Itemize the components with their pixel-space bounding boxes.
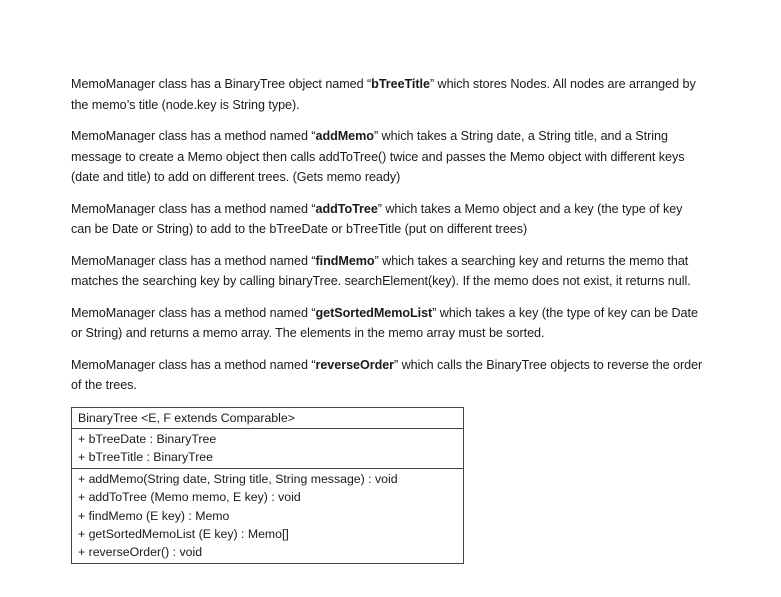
- document-body: [71, 74, 703, 564]
- paragraph-btreetitle: MemoManager class has a BinaryTree object named “bTreeTitle” which stores Nodes. All nodes are arranged by the memo’s title (node.key is String type).: [71, 77, 696, 112]
- paragraph-addtotree: MemoManager class has a method named “addToTree” which takes a Memo object and a key (the type of key can be Date or String) to add to the bTreeDate or bTreeTitle (put on different trees): [71, 201, 683, 236]
- uml-class-name: BinaryTree <E, F extends Comparable>: [78, 410, 295, 425]
- uml-method: + addToTree (Memo memo, E key) : void: [78, 490, 301, 505]
- uml-method: + reverseOrder() : void: [78, 545, 203, 560]
- bold-term: addMemo: [315, 129, 374, 143]
- bold-term: bTreeTitle: [371, 77, 430, 91]
- bold-term: findMemo: [315, 253, 375, 268]
- uml-method: + addMemo(String date, String title, String message) : void: [78, 471, 398, 486]
- bold-term: addToTree: [315, 201, 378, 216]
- bold-term: reverseOrder: [315, 357, 395, 372]
- bold-term: getSortedMemoList: [315, 305, 433, 320]
- uml-attribute: + bTreeTitle : BinaryTree: [78, 450, 213, 465]
- uml-method: + getSortedMemoList (E key) : Memo[]: [78, 526, 289, 541]
- paragraph-addmemo: MemoManager class has a method named “addMemo” which takes a String date, a String title, and a String message to create a Memo object then calls addToTree() twice and passes the Memo object with different keys (date and title) to add on different trees. (Gets memo ready): [71, 129, 685, 184]
- uml-attributes-section: [72, 429, 463, 469]
- uml-methods-section: [72, 469, 463, 563]
- uml-attribute: + bTreeDate : BinaryTree: [78, 431, 217, 446]
- paragraph-getsortedmemolist: MemoManager class has a method named “getSortedMemoList” which takes a key (the type of key can be Date or String) and returns a memo array. The elements in the memo array must be sorted.: [71, 305, 698, 340]
- uml-method: + findMemo (E key) : Memo: [78, 508, 230, 523]
- paragraph-reverseorder: MemoManager class has a method named “reverseOrder” which calls the BinaryTree objects to reverse the order of the trees.: [71, 357, 703, 392]
- uml-class-name-section: [72, 408, 463, 429]
- uml-class-diagram: [71, 407, 464, 564]
- paragraph-findmemo: MemoManager class has a method named “findMemo” which takes a searching key and returns the memo that matches the searching key by calling binaryTree. searchElement(key). If the memo does not exist, it returns null.: [71, 253, 691, 288]
